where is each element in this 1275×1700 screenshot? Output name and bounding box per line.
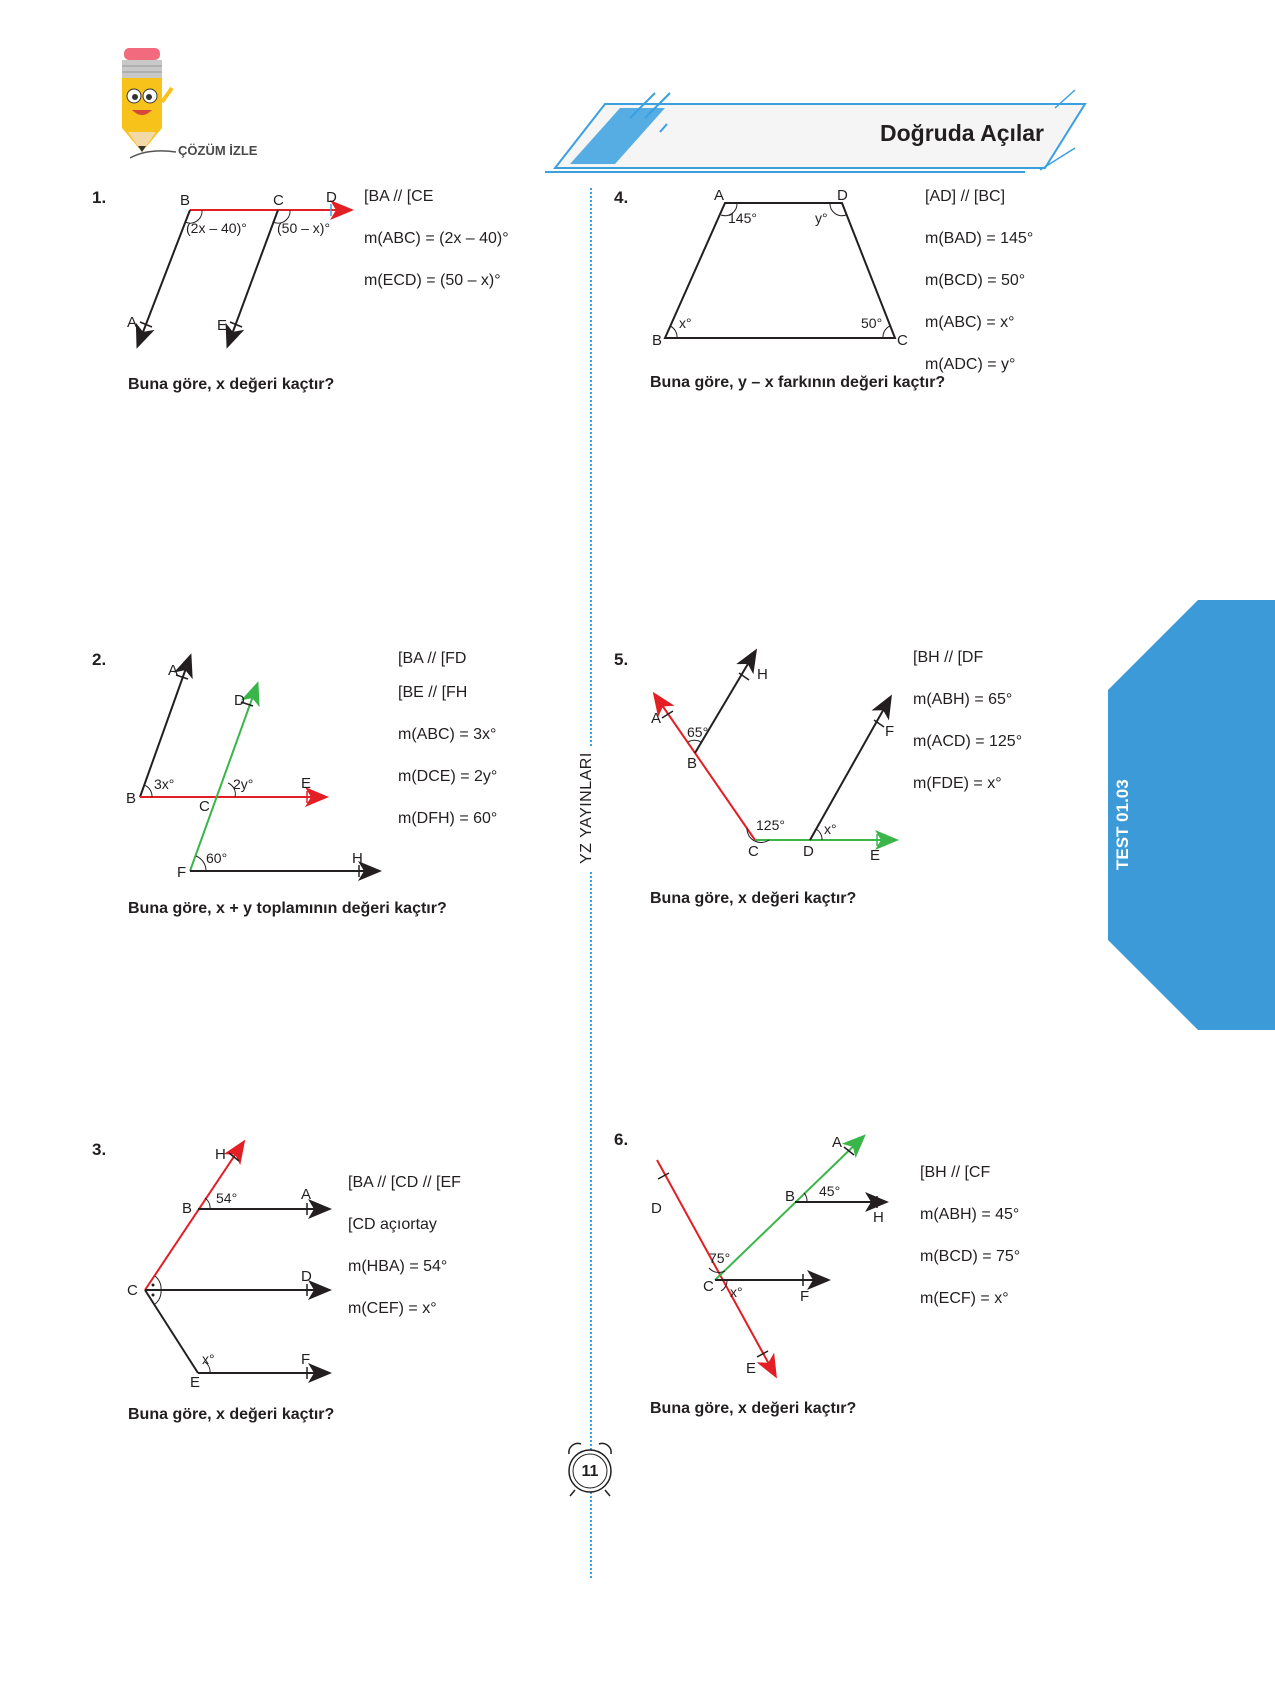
ray-ch — [145, 1143, 243, 1290]
given: m(ABH) = 65° — [913, 691, 1013, 708]
given: m(ABH) = 45° — [920, 1206, 1020, 1223]
given: [BH // [DF — [913, 649, 984, 666]
svg-text:E: E — [301, 775, 312, 792]
given: m(ADC) = y° — [925, 356, 1016, 373]
question-5-givens — [913, 637, 1022, 805]
mascot-logo[interactable] — [108, 40, 178, 160]
given: [CD açıortay — [348, 1216, 437, 1233]
question-4-figure — [645, 185, 915, 350]
svg-text:A: A — [651, 710, 662, 727]
svg-text:A: A — [168, 662, 179, 679]
svg-text:75°: 75° — [709, 1250, 731, 1266]
svg-text:45°: 45° — [819, 1183, 841, 1199]
svg-text:A: A — [832, 1134, 843, 1151]
given: [BA // [CD // [EF — [348, 1174, 461, 1191]
svg-text:2y°: 2y° — [233, 776, 254, 792]
svg-text:B: B — [687, 755, 698, 772]
svg-text:65°: 65° — [687, 724, 709, 740]
svg-text:H: H — [757, 666, 768, 683]
question-3-figure — [120, 1135, 350, 1390]
given: m(HBA) = 54° — [348, 1258, 448, 1275]
ray-df — [810, 698, 890, 840]
question-3-givens — [348, 1162, 461, 1330]
question-6-number: 6. — [614, 1130, 629, 1149]
side-tab — [1108, 600, 1275, 1030]
given: m(BAD) = 145° — [925, 230, 1034, 247]
svg-text:C: C — [748, 843, 759, 860]
svg-text:E: E — [870, 847, 881, 864]
svg-text:C: C — [127, 1282, 138, 1299]
given: [BH // [CF — [920, 1164, 991, 1181]
publisher-label: YZ YAYINLARI — [578, 746, 596, 870]
question-2-number: 2. — [92, 650, 107, 669]
svg-text:F: F — [301, 1351, 311, 1368]
svg-text:145°: 145° — [728, 210, 757, 226]
cozum-izle-label[interactable]: ÇÖZÜM İZLE — [178, 143, 258, 158]
given: m(ECF) = x° — [920, 1290, 1009, 1307]
question-1-givens — [364, 176, 509, 302]
question-2-givens — [398, 638, 497, 840]
svg-text:x°: x° — [679, 315, 692, 331]
given: m(CEF) = x° — [348, 1300, 437, 1317]
question-2-figure — [120, 645, 390, 885]
svg-text:A: A — [127, 314, 138, 331]
given: [BA // [FD — [398, 650, 467, 667]
svg-text:A: A — [714, 187, 725, 204]
svg-text:x°: x° — [730, 1284, 743, 1300]
ray-ca — [655, 695, 755, 840]
svg-text:A: A — [301, 1186, 312, 1203]
svg-text:C: C — [273, 192, 284, 209]
svg-text:(2x – 40)°: (2x – 40)° — [186, 220, 247, 236]
svg-text:D: D — [301, 1268, 312, 1285]
ray-ce — [145, 1290, 198, 1373]
svg-text:C: C — [199, 798, 210, 815]
svg-text:50°: 50° — [861, 315, 883, 331]
given: m(ABC) = (2x – 40)° — [364, 230, 509, 247]
question-6-prompt: Buna göre, x değeri kaçtır? — [650, 1400, 857, 1417]
question-6-givens — [920, 1152, 1020, 1320]
svg-text:D: D — [837, 187, 848, 204]
given: [AD] // [BC] — [925, 188, 1006, 205]
svg-text:E: E — [217, 317, 228, 334]
question-3-number: 3. — [92, 1140, 107, 1159]
svg-text:F: F — [885, 723, 895, 740]
question-1-number: 1. — [92, 188, 107, 207]
given: [BE // [FH — [398, 684, 468, 701]
question-6-figure — [645, 1125, 905, 1385]
svg-text:H: H — [352, 850, 363, 867]
question-4-prompt: Buna göre, y – x farkının değeri kaçtır? — [650, 374, 946, 391]
svg-text:F: F — [177, 864, 187, 881]
given: m(FDE) = x° — [913, 775, 1002, 792]
given: m(BCD) = 50° — [925, 272, 1026, 289]
given: m(BCD) = 75° — [920, 1248, 1021, 1265]
given: m(DFH) = 60° — [398, 810, 498, 827]
svg-text:54°: 54° — [216, 1190, 238, 1206]
svg-text:D: D — [651, 1200, 662, 1217]
line-de — [657, 1160, 775, 1375]
question-2-prompt: Buna göre, x + y toplamının değeri kaçtır? — [128, 900, 447, 917]
svg-text:x°: x° — [824, 821, 837, 837]
svg-text:B: B — [126, 790, 137, 807]
question-5-number: 5. — [614, 650, 629, 669]
question-5-prompt: Buna göre, x değeri kaçtır? — [650, 890, 857, 907]
svg-text:F: F — [800, 1288, 810, 1305]
page-title: Doğruda Açılar — [880, 120, 1045, 146]
svg-text:(50 – x)°: (50 – x)° — [277, 220, 331, 236]
svg-text:B: B — [182, 1200, 193, 1217]
svg-text:3x°: 3x° — [154, 776, 175, 792]
svg-text:x°: x° — [202, 1351, 215, 1367]
svg-text:C: C — [703, 1278, 714, 1295]
given: m(ECD) = (50 – x)° — [364, 272, 501, 289]
given: m(ABC) = 3x° — [398, 726, 497, 743]
svg-text:D: D — [803, 843, 814, 860]
svg-text:60°: 60° — [206, 850, 228, 866]
ray-ca — [715, 1137, 863, 1280]
svg-text:H: H — [215, 1146, 226, 1163]
given: [BA // [CE — [364, 188, 434, 205]
svg-text:D: D — [234, 692, 245, 709]
question-1-figure — [120, 185, 370, 360]
svg-text:B: B — [652, 332, 663, 349]
svg-text:y°: y° — [815, 210, 828, 226]
svg-text:B: B — [785, 1188, 796, 1205]
page-number: 11 — [581, 1463, 599, 1480]
question-1-prompt: Buna göre, x değeri kaçtır? — [128, 376, 335, 393]
question-4-givens — [925, 176, 1033, 386]
given: m(ABC) = x° — [925, 314, 1015, 331]
svg-text:H: H — [873, 1209, 884, 1226]
question-5-figure — [645, 640, 905, 870]
column-divider — [590, 188, 592, 1578]
svg-text:C: C — [897, 332, 908, 349]
given: m(ACD) = 125° — [913, 733, 1023, 750]
svg-text:125°: 125° — [756, 817, 785, 833]
test-label: TEST 01.03 — [1113, 779, 1132, 870]
svg-text:B: B — [180, 192, 191, 209]
question-4-number: 4. — [614, 188, 629, 207]
svg-text:E: E — [746, 1360, 757, 1377]
question-3-prompt: Buna göre, x değeri kaçtır? — [128, 1406, 335, 1423]
svg-text:E: E — [190, 1374, 201, 1390]
svg-text:D: D — [326, 189, 337, 206]
given: m(DCE) = 2y° — [398, 768, 498, 785]
cozum-swoosh-icon — [128, 146, 180, 162]
